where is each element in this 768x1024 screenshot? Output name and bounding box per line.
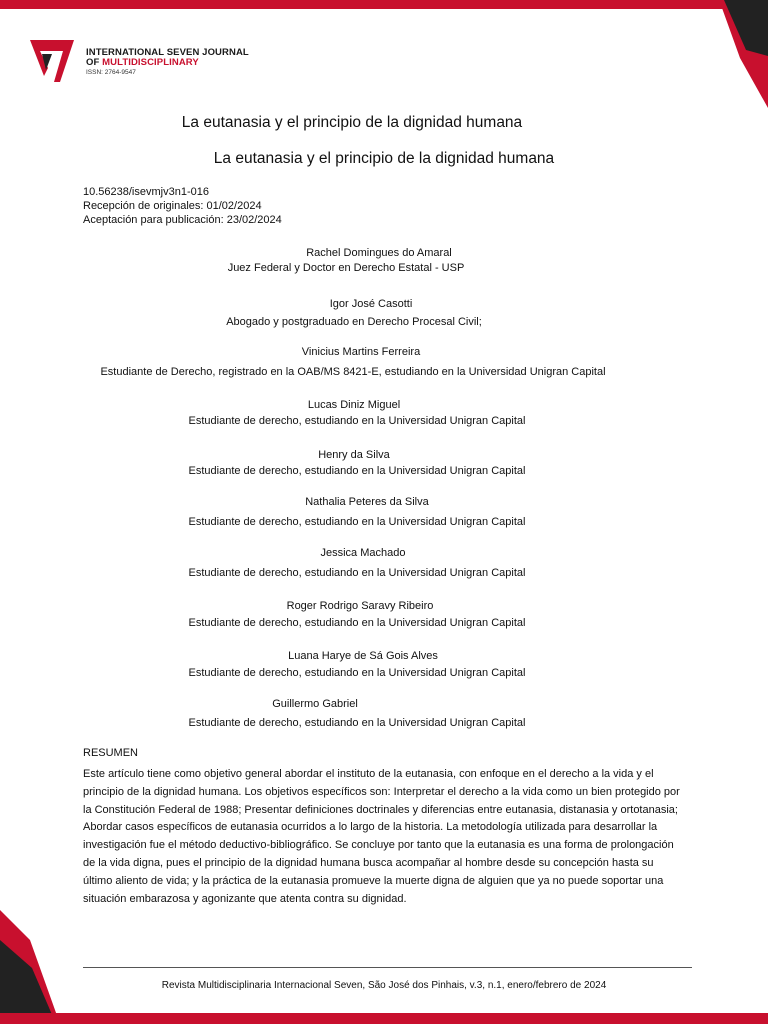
- logo-line-1: INTERNATIONAL SEVEN JOURNAL: [86, 47, 249, 58]
- author-name: Nathalia Peteres da Silva: [305, 496, 429, 508]
- seven-logo-icon: [30, 40, 76, 82]
- accepted-date: Aceptación para publicación: 23/02/2024: [83, 214, 282, 226]
- author-affiliation: Estudiante de derecho, estudiando en la Universidad Unigran Capital: [188, 415, 526, 427]
- author-name: Igor José Casotti: [329, 298, 413, 310]
- top-red-bar: [0, 0, 768, 9]
- author-name: Roger Rodrigo Saravy Ribeiro: [286, 600, 434, 612]
- author-affiliation: Abogado y postgraduado en Derecho Procesal Civil;: [226, 316, 482, 328]
- abstract-body: Este artículo tiene como objetivo general abordar el instituto de la eutanasia, con enfoque en el derecho a la vida y el principio de la dignidad humana. Los objetivos específicos son: Interpretar el derecho a la vida como un bien protegido por la Constitución Federal de 1988; Presentar definiciones doctrinales y diferencias entre eutanasia, distanasia y ortotanasia; Abordar casos específicos de eutanasia ocurridos a lo largo de la historia. La metodología utilizada para desarrollar la investigación fue el método deductivo-bibliográfico. Se concluye por tanto que la eutanasia es una forma de prolongación de la vida digna, pues el principio de la dignidad humana busca acompañar al hombre desde su concepción hasta su último aliento de vida; y la práctica de la eutanasia promueve la muerte digna de alguien que ya no puede soportar una situación embarazosa y agonizante que atenta contra su dignidad.: [83, 768, 680, 905]
- article-title-translated: La eutanasia y el principio de la dignidad humana: [213, 150, 555, 167]
- top-right-corner-decoration: [688, 0, 768, 110]
- received-date: Recepción de originales: 01/02/2024: [83, 200, 262, 212]
- author-name: Henry da Silva: [318, 449, 390, 461]
- doi: 10.56238/isevmjv3n1-016: [83, 186, 209, 198]
- author-affiliation: Estudiante de derecho, estudiando en la Universidad Unigran Capital: [188, 516, 526, 528]
- author-affiliation: Estudiante de Derecho, registrado en la OAB/MS 8421-E, estudiando en la Universidad Unigran Capital: [100, 366, 606, 378]
- logo-of: OF: [86, 57, 103, 68]
- author-affiliation: Estudiante de derecho, estudiando en la Universidad Unigran Capital: [188, 465, 526, 477]
- footer-divider: [83, 967, 692, 968]
- logo-line-2: [86, 57, 199, 68]
- footer-citation: Revista Multidisciplinaria Internacional Seven, São José dos Pinhais, v.3, n.1, enero/febrero de 2024: [161, 980, 607, 991]
- author-affiliation: Estudiante de derecho, estudiando en la Universidad Unigran Capital: [188, 667, 526, 679]
- logo-issn: ISSN: 2764-9547: [86, 69, 136, 76]
- author-affiliation: Estudiante de derecho, estudiando en la Universidad Unigran Capital: [188, 617, 526, 629]
- bottom-red-bar: [0, 1013, 768, 1024]
- author-affiliation: Juez Federal y Doctor en Derecho Estatal - USP: [227, 262, 465, 274]
- author-name: Rachel Domingues do Amaral: [306, 247, 452, 259]
- article-title: La eutanasia y el principio de la dignidad humana: [181, 114, 523, 131]
- author-name: Luana Harye de Sá Gois Alves: [288, 650, 438, 662]
- author-name: Jessica Machado: [320, 547, 406, 559]
- author-name: Vinicius Martins Ferreira: [301, 346, 421, 358]
- journal-logo: [30, 40, 260, 82]
- author-name: Guillermo Gabriel: [272, 698, 358, 710]
- abstract-heading: RESUMEN: [83, 747, 139, 759]
- author-name: Lucas Diniz Miguel: [307, 399, 401, 411]
- bottom-left-corner-decoration: [0, 910, 70, 1024]
- author-affiliation: Estudiante de derecho, estudiando en la Universidad Unigran Capital: [188, 717, 526, 729]
- author-affiliation: Estudiante de derecho, estudiando en la Universidad Unigran Capital: [188, 567, 526, 579]
- logo-multidisciplinary: MULTIDISCIPLINARY: [102, 57, 199, 68]
